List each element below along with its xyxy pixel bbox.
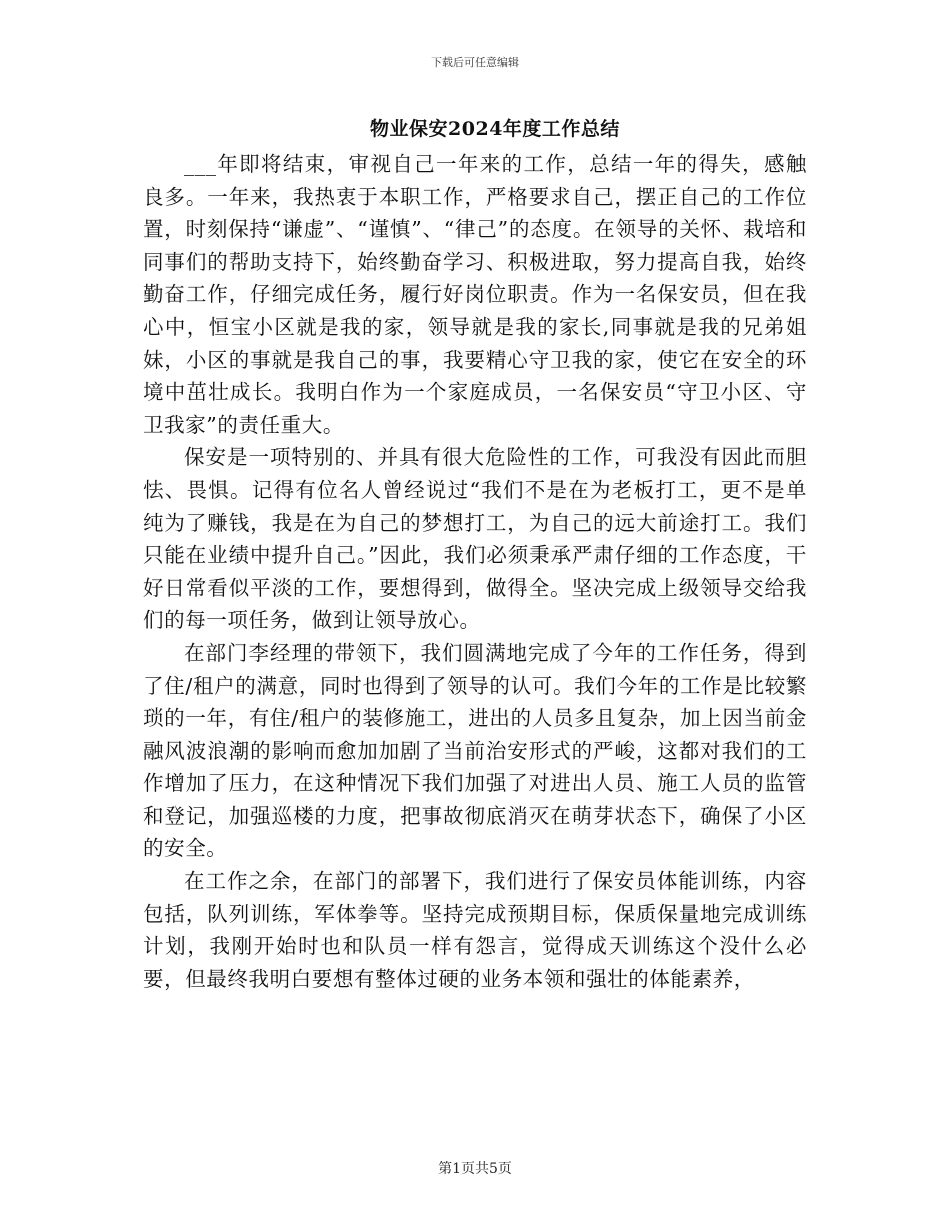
document-title: 物业保安2024年度工作总结: [370, 118, 620, 140]
page-footer: 第1页共5页: [438, 1161, 512, 1177]
paragraph-1: ___年即将结束，审视自己一年来的工作，总结一年的得失，感触良多。一年来，我热衷于本职工作，严格要求自己，摆正自己的工作位置，时刻保持“谦虚”、“谨慎”、“律己”的态度。在领导的关怀、栽培和同事们的帮助支持下，始终勤奋学习、积极进取，努力提高自我，始终勤奋工作，仔细完成任务，履行好岗位职责。作为一名保安员，但在我心中，恒宝小区就是我的家，领导就是我的家长,同事就是我的兄弟姐妹，小区的事就是我自己的事，我要精心守卫我的家，使它在安全的环境中茁壮成长。我明白作为一个家庭成员，一名保安员“守卫小区、守卫我家”的责任重大。: [143, 152, 807, 437]
document-body: [143, 148, 807, 995]
paragraph-3: 在部门李经理的带领下，我们圆满地完成了今年的工作任务，得到了住/租户的满意，同时也得到了领导的认可。我们今年的工作是比较繁琐的一年，有住/租户的装修施工，进出的人员多且复杂，加上因当前金融风波浪潮的影响而愈加加剧了当前治安形式的严峻，这都对我们的工作增加了压力，在这种情况下我们加强了对进出人员、施工人员的监管和登记，加强巡楼的力度，把事故彻底消灭在萌芽状态下，确保了小区的安全。: [143, 640, 807, 861]
paragraph-4: 在工作之余，在部门的部署下，我们进行了保安员体能训练，内容包括，队列训练，军体拳等。坚持完成预期目标，保质保量地完成训练计划，我刚开始时也和队员一样有怨言，觉得成天训练这个没什么必要，但最终我明白要想有整体过硬的业务本领和强壮的体能素养，: [143, 869, 807, 991]
header-note: 下载后可任意编辑: [431, 56, 519, 69]
paragraph-2: 保安是一项特别的、并具有很大危险性的工作，可我没有因此而胆怯、畏惧。记得有位名人曾经说过“我们不是在为老板打工，更不是单纯为了赚钱，我是在为自己的梦想打工，为自己的远大前途打工。我们只能在业绩中提升自己。”因此，我们必须秉承严肃仔细的工作态度，干好日常看似平淡的工作，要想得到，做得全。坚决完成上级领导交给我们的每一项任务，做到让领导放心。: [143, 445, 807, 633]
